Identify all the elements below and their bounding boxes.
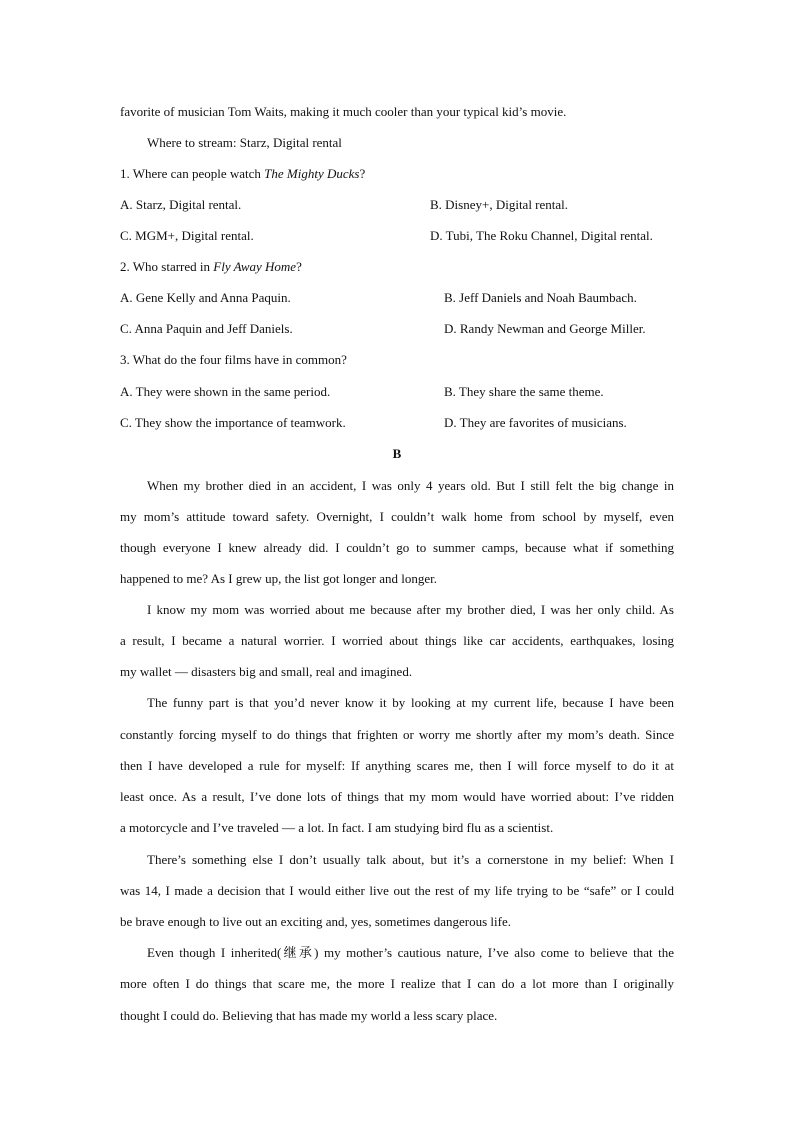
question-text: What do the four films have in common? [132,352,347,367]
where-to-stream: Where to stream: Starz, Digital rental [147,135,342,150]
question-1-stem [120,166,365,182]
passage-line: There’s something else I don’t usually talk about, but it’s a cornerstone in my belief: When I [147,852,674,867]
question-3-option-b[interactable]: B. They share the same theme. [444,384,604,399]
question-1-option-b[interactable]: B. Disney+, Digital rental. [430,197,569,212]
passage-line: my mom’s attitude toward safety. Overnight, I couldn’t walk home from school by myself, even [120,509,674,524]
passage-line: thought I could do. Believing that has made my world a less scary place. [120,1008,498,1023]
section-heading: B [392,446,402,461]
question-1-option-d[interactable]: D. Tubi, The Roku Channel, Digital rental. [430,228,653,243]
passage-line: a result, I became a natural worrier. I worried about things like car accidents, earthquakes, losing [120,633,674,648]
film-title: Fly Away Home [213,259,297,274]
passage-line: constantly forcing myself to do things that frighten or worry me shortly after my mom’s death. Since [120,727,674,742]
question-2-option-c[interactable]: C. Anna Paquin and Jeff Daniels. [120,321,293,336]
question-2-option-d[interactable]: D. Randy Newman and George Miller. [444,321,646,336]
passage-line: more often I do things that scare me, the more I realize that I can do a lot more than I originally [120,976,674,991]
passage-line: though everyone I knew already did. I couldn’t go to summer camps, because what if something [120,540,674,555]
passage-line: I know my mom was worried about me because after my brother died, I was her only child. As [147,602,674,617]
question-3-stem [120,352,347,368]
question-1-option-a[interactable]: A. Starz, Digital rental. [120,197,242,212]
passage-line: then I have developed a rule for myself: If anything scares me, then I will force myself to do it at [120,758,674,773]
question-mark: ? [296,259,302,274]
passage-line: be brave enough to live out an exciting and, yes, sometimes dangerous life. [120,914,511,929]
question-2-option-b[interactable]: B. Jeff Daniels and Noah Baumbach. [444,290,637,305]
question-number: 1. [120,166,130,181]
passage-line: was 14, I made a decision that I would either live out the rest of my life trying to be “safe” or I could [120,883,674,898]
intro-line: favorite of musician Tom Waits, making it much cooler than your typical kid’s movie. [120,104,567,119]
question-2-stem [120,259,302,275]
passage-line: least once. As a result, I’ve done lots of things that my mom would have worried about: I’ve ridden [120,789,674,804]
passage-line: a motorcycle and I’ve traveled — a lot. In fact. I am studying bird flu as a scientist. [120,820,554,835]
passage-line: happened to me? As I grew up, the list got longer and longer. [120,571,437,586]
question-3-option-a[interactable]: A. They were shown in the same period. [120,384,331,399]
passage-line: When my brother died in an accident, I was only 4 years old. But I still felt the big change in [147,478,674,493]
question-mark: ? [359,166,366,181]
question-number: 2. [120,259,130,274]
question-number: 3. [120,352,130,367]
question-3-option-c[interactable]: C. They show the importance of teamwork. [120,415,346,430]
question-2-option-a[interactable]: A. Gene Kelly and Anna Paquin. [120,290,291,305]
passage-line: my wallet — disasters big and small, real and imagined. [120,664,413,679]
question-3-option-d[interactable]: D. They are favorites of musicians. [444,415,627,430]
question-text: Who starred in [132,259,214,274]
passage-line: The funny part is that you’d never know it by looking at my current life, because I have been [147,695,674,710]
film-title: The Mighty Ducks [264,166,360,181]
passage-line: Even though I inherited(继承) my mother’s cautious nature, I’ve also come to believe that the [147,945,674,960]
question-text: Where can people watch [132,166,265,181]
question-1-option-c[interactable]: C. MGM+, Digital rental. [120,228,254,243]
